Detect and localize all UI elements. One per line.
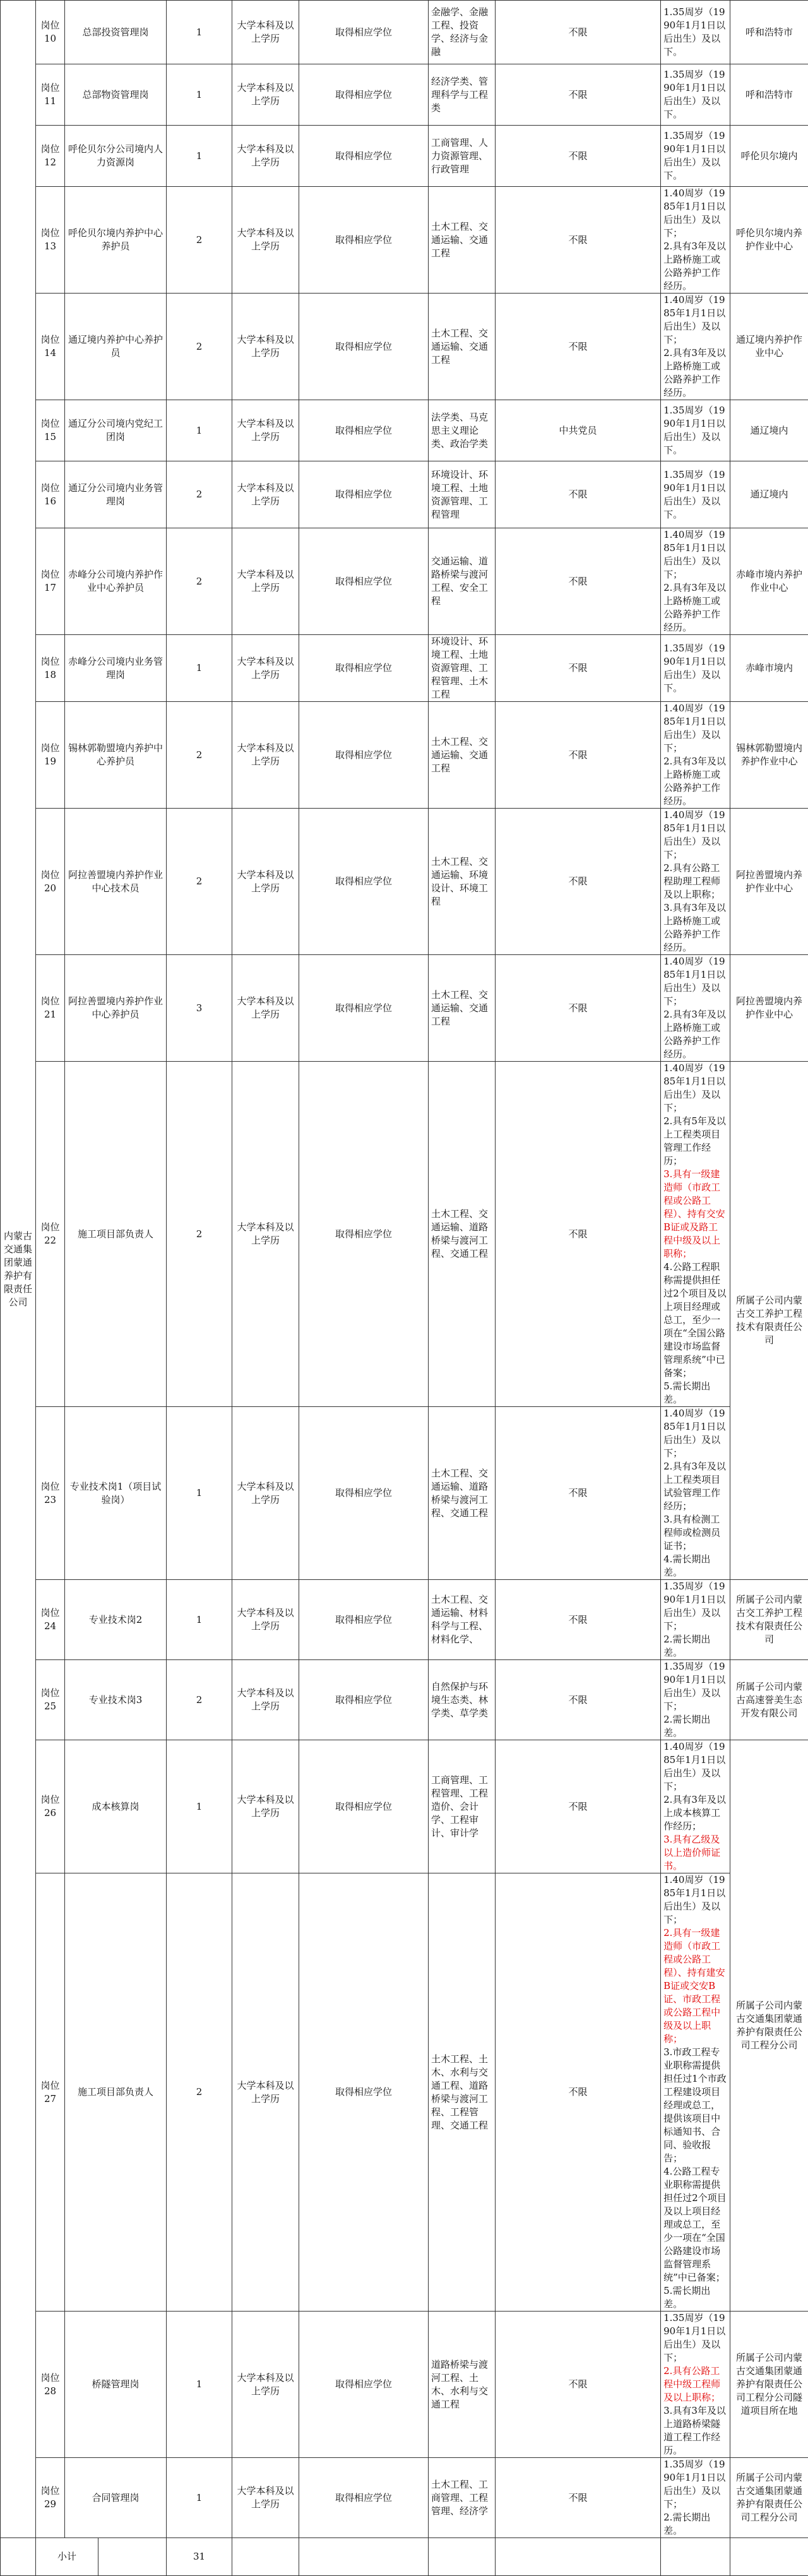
education: 大学本科及以上学历 <box>232 1062 299 1407</box>
headcount: 1 <box>167 126 232 187</box>
requirement-line: 2.具有3年及以上路桥施工或公路养护工作经历。 <box>663 581 727 634</box>
degree: 取得相应学位 <box>299 955 429 1062</box>
requirement-line: 4.公路工程专业职称需提供担任过2个项目及以上项目经理或总工，至少一项在“全国公路建设市场监督管理系统”中已备案； <box>663 2165 727 2284</box>
major: 土木工程、交通运输、环境设计、环境工程 <box>429 809 496 955</box>
table-row <box>1 1407 808 1580</box>
requirement-line: 1.40周岁（1985年1月1日以后出生）及以下； <box>663 809 727 862</box>
table-row <box>1 64 808 126</box>
degree: 取得相应学位 <box>299 809 429 955</box>
table-row <box>1 809 808 955</box>
education: 大学本科及以上学历 <box>232 2458 299 2538</box>
requirement-line: 1.35周岁（1990年1月1日以后出生）及以下。 <box>663 68 727 121</box>
political-status: 不限 <box>496 2312 661 2458</box>
blank-cell <box>429 2538 496 2576</box>
education: 大学本科及以上学历 <box>232 126 299 187</box>
major: 金融学、金融工程、投资学、经济与金融 <box>429 1 496 64</box>
position-code: 岗位12 <box>36 126 65 187</box>
degree: 取得相应学位 <box>299 1873 429 2312</box>
major: 工商管理、工程管理、工程造价、会计学、工程审计、审计学 <box>429 1740 496 1873</box>
blank-cell <box>98 2538 167 2576</box>
degree: 取得相应学位 <box>299 64 429 126</box>
requirement-line: 3.具有一级建造师（市政工程或公路工程）、持有交安B证或及路工程中级及以上职称； <box>663 1168 727 1261</box>
degree: 取得相应学位 <box>299 1 429 64</box>
requirements <box>661 2458 730 2538</box>
major: 土木工程、交通运输、交通工程 <box>429 187 496 294</box>
major: 法学类、马克思主义理论类、政治学类 <box>429 400 496 461</box>
major: 土木工程、交通运输、材料科学与工程、材料化学、 <box>429 1580 496 1660</box>
political-status: 不限 <box>496 1873 661 2312</box>
requirement-line: 1.40周岁（1985年1月1日以后出生）及以下； <box>663 1873 727 1926</box>
political-status: 不限 <box>496 187 661 294</box>
table-row <box>1 1 808 64</box>
requirement-line: 2.具有5年及以上工程类项目管理工作经历； <box>663 1115 727 1168</box>
major: 土木工程、交通运输、道路桥梁与渡河工程、交通工程 <box>429 1407 496 1580</box>
requirements <box>661 635 730 702</box>
work-location: 所属子公司内蒙古高速誉美生态开发有限公司 <box>730 1660 808 1740</box>
position-name: 总部物资管理岗 <box>65 64 167 126</box>
subtotal-count: 31 <box>167 2538 232 2576</box>
requirement-line: 2.需长期出差。 <box>663 1633 727 1659</box>
requirement-line: 1.35周岁（1990年1月1日以后出生）及以下。 <box>663 468 727 521</box>
headcount: 1 <box>167 400 232 461</box>
major: 工商管理、人力资源管理、行政管理 <box>429 126 496 187</box>
work-location: 所属子公司内蒙古交通集团蒙通养护有限责任公司工程分公司 <box>730 2458 808 2538</box>
requirements <box>661 1873 730 2312</box>
requirements <box>661 528 730 635</box>
political-status: 不限 <box>496 528 661 635</box>
position-name: 总部投资管理岗 <box>65 1 167 64</box>
headcount: 1 <box>167 1 232 64</box>
political-status: 不限 <box>496 2458 661 2538</box>
major: 土木工程、交通运输、交通工程 <box>429 702 496 809</box>
position-name: 专业技术岗2 <box>65 1580 167 1660</box>
table-row <box>1 528 808 635</box>
requirement-line: 1.35周岁（1990年1月1日以后出生）及以下。 <box>663 404 727 457</box>
major: 土木工程、交通运输、道路桥梁与渡河工程、交通工程 <box>429 1062 496 1407</box>
requirements <box>661 955 730 1062</box>
position-code: 岗位24 <box>36 1580 65 1660</box>
requirements <box>661 461 730 528</box>
blank-cell <box>496 2538 661 2576</box>
major: 交通运输、道路桥梁与渡河工程、安全工程 <box>429 528 496 635</box>
political-status: 不限 <box>496 1740 661 1873</box>
requirement-line: 1.40周岁（1985年1月1日以后出生）及以下； <box>663 528 727 581</box>
headcount: 2 <box>167 1873 232 2312</box>
position-name: 通辽境内养护中心养护员 <box>65 294 167 400</box>
table-row <box>1 2312 808 2458</box>
headcount: 2 <box>167 809 232 955</box>
work-location: 通辽境内 <box>730 461 808 528</box>
political-status: 不限 <box>496 702 661 809</box>
requirement-line: 1.35周岁（1990年1月1日以后出生）及以下； <box>663 1580 727 1633</box>
education: 大学本科及以上学历 <box>232 1 299 64</box>
position-name: 通辽分公司境内业务管理岗 <box>65 461 167 528</box>
requirements <box>661 1 730 64</box>
major: 环境设计、环境工程、土地资源管理、工程管理、土木工程 <box>429 635 496 702</box>
major: 道路桥梁与渡河工程、土木、水利与交通工程 <box>429 2312 496 2458</box>
blank-cell <box>232 2538 299 2576</box>
political-status: 不限 <box>496 809 661 955</box>
degree: 取得相应学位 <box>299 1407 429 1580</box>
political-status: 不限 <box>496 955 661 1062</box>
requirement-line: 2.具有3年及以上工程类项目试验管理工作经历； <box>663 1460 727 1513</box>
requirement-line: 1.40周岁（1985年1月1日以后出生）及以下； <box>663 702 727 755</box>
position-name: 合同管理岗 <box>65 2458 167 2538</box>
headcount: 1 <box>167 1740 232 1873</box>
work-location: 所属子公司内蒙古交工养护工程技术有限责任公司 <box>730 1062 808 1580</box>
position-code: 岗位29 <box>36 2458 65 2538</box>
position-name: 桥隧管理岗 <box>65 2312 167 2458</box>
requirement-line: 2.需长期出差。 <box>663 1713 727 1740</box>
education: 大学本科及以上学历 <box>232 187 299 294</box>
requirements <box>661 1740 730 1873</box>
position-name: 专业技术岗3 <box>65 1660 167 1740</box>
headcount: 2 <box>167 1660 232 1740</box>
requirement-line: 2.需长期出差。 <box>663 2511 727 2537</box>
work-location: 阿拉善盟境内养护作业中心 <box>730 955 808 1062</box>
position-name: 阿拉善盟境内养护作业中心养护员 <box>65 955 167 1062</box>
degree: 取得相应学位 <box>299 702 429 809</box>
education: 大学本科及以上学历 <box>232 461 299 528</box>
requirement-line: 3.具有3年及以上道路桥梁隧道工程工作经历。 <box>663 2404 727 2457</box>
requirement-line: 1.35周岁（1990年1月1日以后出生）及以下。 <box>663 6 727 59</box>
political-status: 不限 <box>496 1580 661 1660</box>
work-location: 所属子公司内蒙古交通集团蒙通养护有限责任公司工程分公司隧道项目所在地 <box>730 2312 808 2458</box>
degree: 取得相应学位 <box>299 400 429 461</box>
education: 大学本科及以上学历 <box>232 702 299 809</box>
degree: 取得相应学位 <box>299 1660 429 1740</box>
degree: 取得相应学位 <box>299 1062 429 1407</box>
education: 大学本科及以上学历 <box>232 64 299 126</box>
headcount: 3 <box>167 955 232 1062</box>
major: 土木工程、交通运输、交通工程 <box>429 955 496 1062</box>
position-code: 岗位26 <box>36 1740 65 1873</box>
work-location: 阿拉善盟境内养护作业中心 <box>730 809 808 955</box>
position-code: 岗位18 <box>36 635 65 702</box>
headcount: 2 <box>167 702 232 809</box>
subtotal-label: 小计 <box>36 2538 98 2576</box>
headcount: 1 <box>167 1407 232 1580</box>
blank-cell <box>299 2538 429 2576</box>
work-location: 呼和浩特市 <box>730 64 808 126</box>
requirements <box>661 1660 730 1740</box>
major: 土木工程、工商管理、工程管理、经济学 <box>429 2458 496 2538</box>
education: 大学本科及以上学历 <box>232 955 299 1062</box>
political-status: 中共党员 <box>496 400 661 461</box>
headcount: 2 <box>167 461 232 528</box>
blank-cell <box>730 2538 808 2576</box>
work-location: 呼和浩特市 <box>730 1 808 64</box>
position-name: 施工项目部负责人 <box>65 1873 167 2312</box>
political-status: 不限 <box>496 635 661 702</box>
position-code: 岗位17 <box>36 528 65 635</box>
requirement-line: 1.35周岁（1990年1月1日以后出生）及以下。 <box>663 129 727 182</box>
work-location: 呼伦贝尔境内 <box>730 126 808 187</box>
political-status: 不限 <box>496 461 661 528</box>
requirements <box>661 294 730 400</box>
position-name: 呼伦贝尔分公司境内人力资源岗 <box>65 126 167 187</box>
position-code: 岗位16 <box>36 461 65 528</box>
table-row <box>1 187 808 294</box>
requirement-line: 3.具有检测工程师或检测员证书； <box>663 1513 727 1553</box>
requirements <box>661 809 730 955</box>
table-row <box>1 294 808 400</box>
degree: 取得相应学位 <box>299 635 429 702</box>
requirement-line: 2.具有3年及以上路桥施工或公路养护工作经历。 <box>663 755 727 808</box>
position-name: 成本核算岗 <box>65 1740 167 1873</box>
position-code: 岗位28 <box>36 2312 65 2458</box>
table-row <box>1 1660 808 1740</box>
requirement-line: 2.具有3年及以上路桥施工或公路养护工作经历。 <box>663 240 727 293</box>
table-row <box>1 1580 808 1660</box>
position-code: 岗位20 <box>36 809 65 955</box>
requirement-line: 2.具有一级建造师（市政工程或公路工程）、持有建安B证或交安B证、市政工程或公路工程中级及以上职称； <box>663 1926 727 2046</box>
position-name: 施工项目部负责人 <box>65 1062 167 1407</box>
work-location: 所属子公司内蒙古交工养护工程技术有限责任公司 <box>730 1580 808 1660</box>
position-name: 赤峰分公司境内业务管理岗 <box>65 635 167 702</box>
requirement-line: 4.公路工程职称需提供担任过2个项目及以上项目经理或总工，至少一项在“全国公路建设市场监督管理系统”中已备案； <box>663 1261 727 1380</box>
work-location: 赤峰市境内 <box>730 635 808 702</box>
requirement-line: 1.35周岁（1990年1月1日以后出生）及以下； <box>663 2312 727 2365</box>
degree: 取得相应学位 <box>299 187 429 294</box>
requirements <box>661 400 730 461</box>
education: 大学本科及以上学历 <box>232 1660 299 1740</box>
headcount: 1 <box>167 64 232 126</box>
headcount: 2 <box>167 294 232 400</box>
table-row <box>1 955 808 1062</box>
education: 大学本科及以上学历 <box>232 635 299 702</box>
position-name: 阿拉善盟境内养护作业中心技术员 <box>65 809 167 955</box>
education: 大学本科及以上学历 <box>232 1873 299 2312</box>
position-code: 岗位22 <box>36 1062 65 1407</box>
work-location: 通辽境内养护作业中心 <box>730 294 808 400</box>
table-row <box>1 1062 808 1407</box>
headcount: 1 <box>167 2458 232 2538</box>
requirement-line: 5.需长期出差。 <box>663 1380 727 1406</box>
table-row <box>1 635 808 702</box>
work-location: 通辽境内 <box>730 400 808 461</box>
education: 大学本科及以上学历 <box>232 1407 299 1580</box>
political-status: 不限 <box>496 1 661 64</box>
degree: 取得相应学位 <box>299 294 429 400</box>
headcount: 2 <box>167 528 232 635</box>
headcount: 1 <box>167 2312 232 2458</box>
headcount: 1 <box>167 1580 232 1660</box>
work-location: 所属子公司内蒙古交通集团蒙通养护有限责任公司工程分公司 <box>730 1740 808 2312</box>
position-code: 岗位11 <box>36 64 65 126</box>
table-row <box>1 1873 808 2312</box>
requirements <box>661 1062 730 1407</box>
degree: 取得相应学位 <box>299 461 429 528</box>
requirement-line: 3.具有乙级及以上造价师证书。 <box>663 1833 727 1873</box>
major: 经济学类、管理科学与工程类 <box>429 64 496 126</box>
political-status: 不限 <box>496 1660 661 1740</box>
headcount: 2 <box>167 187 232 294</box>
degree: 取得相应学位 <box>299 2458 429 2538</box>
table-row <box>1 1740 808 1873</box>
position-code: 岗位13 <box>36 187 65 294</box>
position-code: 岗位25 <box>36 1660 65 1740</box>
position-code: 岗位10 <box>36 1 65 64</box>
position-code: 岗位14 <box>36 294 65 400</box>
major: 土木工程、交通运输、交通工程 <box>429 294 496 400</box>
degree: 取得相应学位 <box>299 2312 429 2458</box>
requirement-line: 1.35周岁（1990年1月1日以后出生）及以下； <box>663 1660 727 1713</box>
political-status: 不限 <box>496 1407 661 1580</box>
requirement-line: 3.市政工程专业职称需提供担任过1个市政工程建设项目经理或总工，提供该项目中标通知书、合同、验收报告； <box>663 2046 727 2165</box>
requirement-line: 2.具有3年及以上路桥施工或公路养护工作经历。 <box>663 1008 727 1061</box>
headcount: 2 <box>167 1062 232 1407</box>
table-row <box>1 400 808 461</box>
requirements <box>661 126 730 187</box>
table-row <box>1 702 808 809</box>
political-status: 不限 <box>496 1062 661 1407</box>
major: 土木工程、土木、水利与交通工程、道路桥梁与渡河工程、工程管理、交通工程 <box>429 1873 496 2312</box>
major: 环境设计、环境工程、土地资源管理、工程管理 <box>429 461 496 528</box>
political-status: 不限 <box>496 64 661 126</box>
requirement-line: 1.40周岁（1985年1月1日以后出生）及以下； <box>663 955 727 1008</box>
requirements <box>661 1407 730 1580</box>
subtotal-row <box>1 2538 808 2576</box>
requirement-line: 1.35周岁（1990年1月1日以后出生）及以下； <box>663 2458 727 2511</box>
position-code: 岗位23 <box>36 1407 65 1580</box>
position-name: 专业技术岗1（项目试验岗） <box>65 1407 167 1580</box>
work-location: 呼伦贝尔境内养护作业中心 <box>730 187 808 294</box>
requirement-line: 1.40周岁（1985年1月1日以后出生）及以下； <box>663 1407 727 1460</box>
requirement-line: 1.40周岁（1985年1月1日以后出生）及以下； <box>663 1062 727 1115</box>
position-name: 锡林郭勒盟境内养护中心养护员 <box>65 702 167 809</box>
degree: 取得相应学位 <box>299 528 429 635</box>
education: 大学本科及以上学历 <box>232 1740 299 1873</box>
requirements <box>661 2312 730 2458</box>
position-name: 呼伦贝尔境内养护中心养护员 <box>65 187 167 294</box>
requirements <box>661 1580 730 1660</box>
position-code: 岗位27 <box>36 1873 65 2312</box>
requirement-line: 1.40周岁（1985年1月1日以后出生）及以下； <box>663 187 727 240</box>
political-status: 不限 <box>496 294 661 400</box>
company-name: 内蒙古交通集团蒙通养护有限责任公司 <box>1 1 36 2538</box>
requirement-line: 2.具有公路工程助理工程师及以上职称； <box>663 862 727 901</box>
requirement-line: 3.具有3年及以上路桥施工或公路养护工作经历。 <box>663 901 727 954</box>
position-code: 岗位21 <box>36 955 65 1062</box>
education: 大学本科及以上学历 <box>232 809 299 955</box>
table-row <box>1 2458 808 2538</box>
requirement-line: 1.40周岁（1985年1月1日以后出生）及以下； <box>663 294 727 347</box>
position-name: 通辽分公司境内党纪工团岗 <box>65 400 167 461</box>
position-name: 赤峰分公司境内养护作业中心养护员 <box>65 528 167 635</box>
political-status: 不限 <box>496 126 661 187</box>
position-code: 岗位19 <box>36 702 65 809</box>
major: 自然保护与环境生态类、林学类、草学类 <box>429 1660 496 1740</box>
blank-cell <box>1 2538 36 2576</box>
education: 大学本科及以上学历 <box>232 2312 299 2458</box>
degree: 取得相应学位 <box>299 1580 429 1660</box>
education: 大学本科及以上学历 <box>232 400 299 461</box>
education: 大学本科及以上学历 <box>232 528 299 635</box>
degree: 取得相应学位 <box>299 126 429 187</box>
requirement-line: 1.35周岁（1990年1月1日以后出生）及以下。 <box>663 642 727 695</box>
requirements <box>661 64 730 126</box>
work-location: 赤峰市境内养护作业中心 <box>730 528 808 635</box>
requirement-line: 2.具有3年及以上路桥施工或公路养护工作经历。 <box>663 347 727 400</box>
requirement-line: 5.需长期出差。 <box>663 2284 727 2311</box>
position-code: 岗位15 <box>36 400 65 461</box>
education: 大学本科及以上学历 <box>232 1580 299 1660</box>
requirements <box>661 702 730 809</box>
table-row <box>1 461 808 528</box>
requirement-line: 1.40周岁（1985年1月1日以后出生）及以下； <box>663 1740 727 1793</box>
table-row <box>1 126 808 187</box>
degree: 取得相应学位 <box>299 1740 429 1873</box>
requirement-line: 2.具有3年及以上成本核算工作经历； <box>663 1793 727 1833</box>
education: 大学本科及以上学历 <box>232 294 299 400</box>
requirements <box>661 187 730 294</box>
requirement-line: 2.具有公路工程中级工程师及以上职称； <box>663 2365 727 2404</box>
requirement-line: 4.需长期出差。 <box>663 1553 727 1579</box>
blank-cell <box>661 2538 730 2576</box>
headcount: 1 <box>167 635 232 702</box>
work-location: 锡林郭勒盟境内养护作业中心 <box>730 702 808 809</box>
